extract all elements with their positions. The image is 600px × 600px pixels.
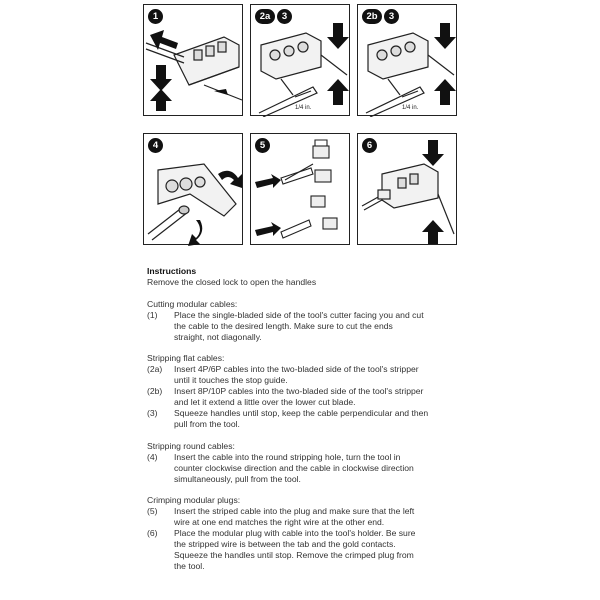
item-text [174, 364, 467, 386]
item-line: the cable to the desired length. Make sure to cut the ends [174, 320, 393, 331]
stripping-round-illustration [144, 134, 244, 246]
section-heading: Stripping round cables: [147, 440, 235, 451]
step-panel-1 [143, 4, 243, 116]
item-text [174, 506, 467, 528]
instruction-item [147, 506, 467, 528]
crimping-illustration [358, 134, 458, 246]
step-marker: 3 [384, 9, 399, 24]
item-line: Squeeze the handles until stop. Remove the crimped plug from [174, 549, 414, 560]
item-number: (1) [147, 309, 158, 320]
item-line: Insert the striped cable into the plug and make sure that the left [174, 506, 415, 517]
instructions-intro: Remove the closed lock to open the handles [147, 276, 317, 287]
item-text [174, 528, 467, 572]
instruction-item [147, 310, 467, 343]
item-text [174, 386, 467, 408]
item-number: (2a) [147, 364, 163, 375]
plug-insertion-illustration [251, 134, 351, 246]
item-text [174, 452, 467, 485]
step-marker: 5 [255, 138, 270, 153]
instructions-title: Instructions [147, 266, 197, 276]
step-panel-4 [143, 133, 243, 245]
step-marker: 6 [362, 138, 377, 153]
step-panel-6 [357, 133, 457, 245]
item-line: counter clockwise direction and the cable in clockwise direction [174, 462, 414, 473]
item-number: (3) [147, 407, 158, 418]
step-marker: 1 [148, 9, 163, 24]
step-panel-2a [250, 4, 350, 116]
item-text [174, 408, 467, 430]
item-line: Squeeze handles until stop, keep the cable perpendicular and then [174, 407, 429, 418]
guide-label: 1/4 in. [402, 105, 419, 111]
item-line: the tool. [174, 560, 205, 571]
item-line: wire at one end matches the right wire at the other end. [174, 517, 385, 528]
step-marker: 3 [277, 9, 292, 24]
item-number: (5) [147, 506, 158, 517]
item-line: Insert 8P/10P cables into the two-bladed side of the tool's stripper [174, 386, 424, 397]
item-line: Place the modular plug with cable into the tool's holder. Be sure [174, 528, 416, 539]
cutting-illustration [144, 5, 244, 117]
section-heading: Crimping modular plugs: [147, 495, 241, 506]
step-marker: 2a [255, 9, 275, 24]
stripping-flat-illustration-2a [251, 5, 351, 117]
item-number: (4) [147, 451, 158, 462]
item-line: pull from the tool. [174, 418, 240, 429]
guide-label: 1/4 in. [295, 105, 312, 111]
item-line: Insert the cable into the round stripping hole, turn the tool in [174, 451, 401, 462]
instructions-text [147, 266, 467, 572]
instruction-item [147, 528, 467, 572]
step-marker: 4 [148, 138, 163, 153]
instruction-item [147, 364, 467, 386]
item-line: Place the single-bladed side of the tool's cutter facing you and cut [174, 309, 424, 320]
instruction-item [147, 386, 467, 408]
item-line: simultaneously, pull from the tool. [174, 473, 301, 484]
item-number: (2b) [147, 386, 163, 397]
instruction-item [147, 452, 467, 485]
step-marker: 2b [362, 9, 382, 24]
instruction-item [147, 408, 467, 430]
item-text [174, 310, 467, 343]
section-heading: Cutting modular cables: [147, 298, 238, 309]
step-panel-5 [250, 133, 350, 245]
section-heading: Stripping flat cables: [147, 353, 225, 364]
stripping-flat-illustration-2b [358, 5, 458, 117]
item-line: Insert 4P/6P cables into the two-bladed side of the tool's stripper [174, 364, 419, 375]
item-line: the stripped wire is between the tab and the gold contacts. [174, 539, 396, 550]
item-line: and let it extend a little over the lower cut blade. [174, 397, 356, 408]
item-line: straight, not diagonally. [174, 331, 262, 342]
item-number: (6) [147, 528, 158, 539]
step-panel-2b [357, 4, 457, 116]
item-line: until it touches the stop guide. [174, 375, 288, 386]
